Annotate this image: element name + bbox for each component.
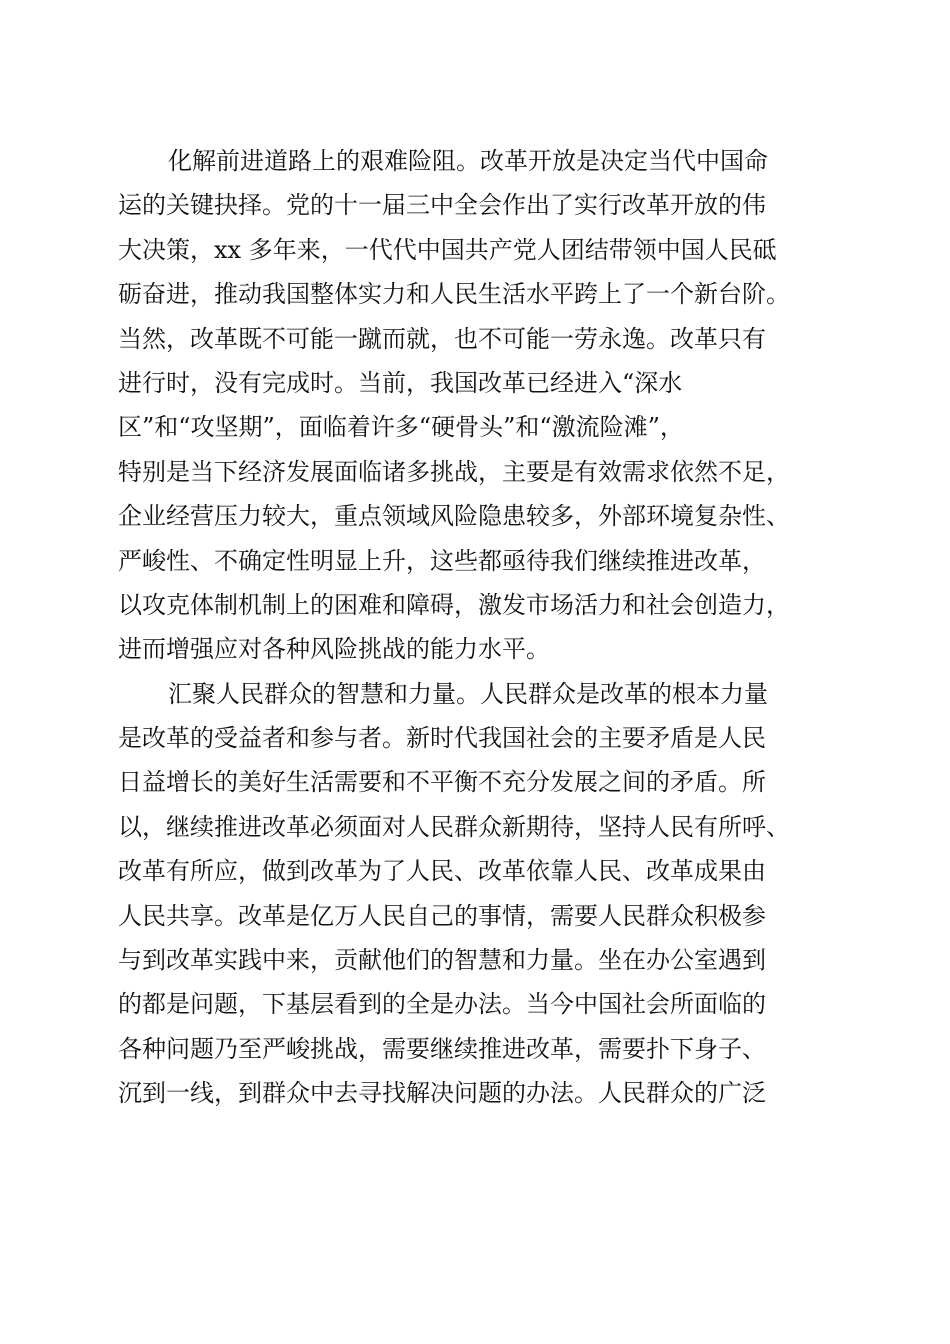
paragraph-people-wisdom xyxy=(118,672,848,1116)
text-line: 与到改革实践中来，贡献他们的智慧和力量。坐在办公室遇到 xyxy=(118,946,766,975)
text-line: 企业经营压力较大，重点领域风险隐患较多，外部环境复杂性、 xyxy=(118,502,790,531)
text-line: 人民共享。改革是亿万人民自己的事情，需要人民群众积极参 xyxy=(118,901,766,930)
text-line: 进而增强应对各种风险挑战的能力水平。 xyxy=(118,635,550,664)
text-line: 严峻性、不确定性明显上升，这些都亟待我们继续推进改革， xyxy=(118,546,766,575)
text-line: 沉到一线，到群众中去寻找解决问题的办法。人民群众的广泛 xyxy=(118,1079,766,1108)
text-line: 的都是问题，下基层看到的全是办法。当今中国社会所面临的 xyxy=(118,990,766,1019)
text-line: 当然，改革既不可能一蹴而就，也不可能一劳永逸。改革只有 xyxy=(118,324,766,353)
text-line: 改革有所应，做到改革为了人民、改革依靠人民、改革成果由 xyxy=(118,857,766,886)
text-line: 汇聚人民群众的智慧和力量。人民群众是改革的根本力量 xyxy=(168,679,768,708)
text-line: 以，继续推进改革必须面对人民群众新期待，坚持人民有所呼、 xyxy=(118,812,790,841)
text-line: 特别是当下经济发展面临诸多挑战，主要是有效需求依然不足， xyxy=(118,457,790,486)
text-line: 化解前进道路上的艰难险阻。改革开放是决定当代中国命 xyxy=(168,147,768,175)
text-line: 大决策，xx 多年来，一代代中国共产党人团结带领中国人民砥 xyxy=(118,235,777,264)
document-body xyxy=(118,139,848,1116)
text-line: 日益增长的美好生活需要和不平衡不充分发展之间的矛盾。所 xyxy=(118,768,766,797)
text-line: 区”和“攻坚期”，面临着许多“硬骨头”和“激流险滩”， xyxy=(118,413,684,442)
text-line: 进行时，没有完成时。当前，我国改革已经进入“深水 xyxy=(118,368,683,397)
text-line: 运的关键抉择。党的十一届三中全会作出了实行改革开放的伟 xyxy=(118,191,766,220)
text-line: 以攻克体制机制上的困难和障碍，激发市场活力和社会创造力， xyxy=(118,590,790,619)
text-line: 是改革的受益者和参与者。新时代我国社会的主要矛盾是人民 xyxy=(118,724,766,753)
text-line: 砺奋进，推动我国整体实力和人民生活水平跨上了一个新台阶。 xyxy=(118,280,790,309)
text-line: 各种问题乃至严峻挑战，需要继续推进改革，需要扑下身子、 xyxy=(118,1034,766,1063)
paragraph-reform-obstacles xyxy=(118,139,848,672)
